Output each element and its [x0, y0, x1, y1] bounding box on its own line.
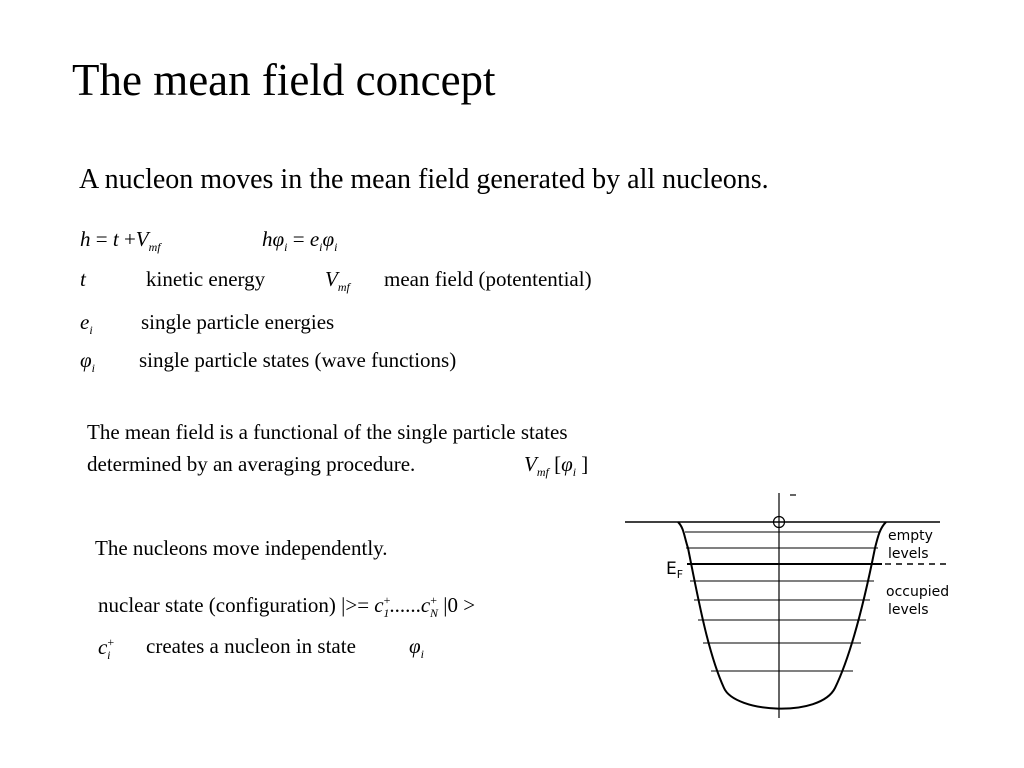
hamiltonian-equation: $h = t +V_{mf}$: [80, 227, 161, 254]
page-title: The mean field concept: [72, 55, 496, 105]
independent-statement: The nucleons move independently.: [95, 536, 388, 560]
functional-line-1: The mean field is a functional of the single particle states: [87, 420, 568, 444]
definition-text-t: kinetic energy: [146, 267, 266, 291]
creation-operator-symbol: $c^+_i$: [98, 635, 115, 662]
functional-expression: $V_{mf}$ [$\varphi_i$ ]: [524, 452, 589, 479]
definition-text-ei: single particle energies: [141, 310, 335, 334]
definition-symbol-t: t: [80, 267, 86, 291]
definition-symbol-vmf: $V_{mf}$: [325, 267, 350, 294]
fermi-energy-label: $E_F$: [666, 559, 684, 581]
occupied-levels-label-1: occupied: [886, 584, 950, 600]
occupied-levels-label-2: levels: [888, 602, 929, 618]
empty-levels-label-1: empty: [888, 528, 933, 544]
functional-line-2: determined by an averaging procedure.: [87, 452, 416, 476]
creation-operator-state: $\varphi_i$: [409, 634, 424, 661]
potential-well-diagram: [620, 488, 950, 718]
potential-well-curve: [678, 522, 886, 709]
nuclear-state-equation: nuclear state (configuration) |>= $c^+_1......c^+_N$ |0 >: [98, 593, 476, 620]
eigenvalue-equation: $h\varphi_i = e_i\varphi_i$: [262, 227, 338, 254]
definition-text-phii: single particle states (wave functions): [139, 348, 457, 372]
definition-symbol-ei: $e_i$: [80, 310, 93, 337]
intro-sentence: A nucleon moves in the mean field generated by all nucleons.: [79, 164, 769, 195]
creation-operator-text: creates a nucleon in state: [146, 634, 356, 658]
definition-text-vmf: mean field (potentential): [384, 267, 592, 291]
empty-levels-label-2: levels: [888, 546, 929, 562]
definition-symbol-phii: $\varphi_i$: [80, 348, 95, 375]
